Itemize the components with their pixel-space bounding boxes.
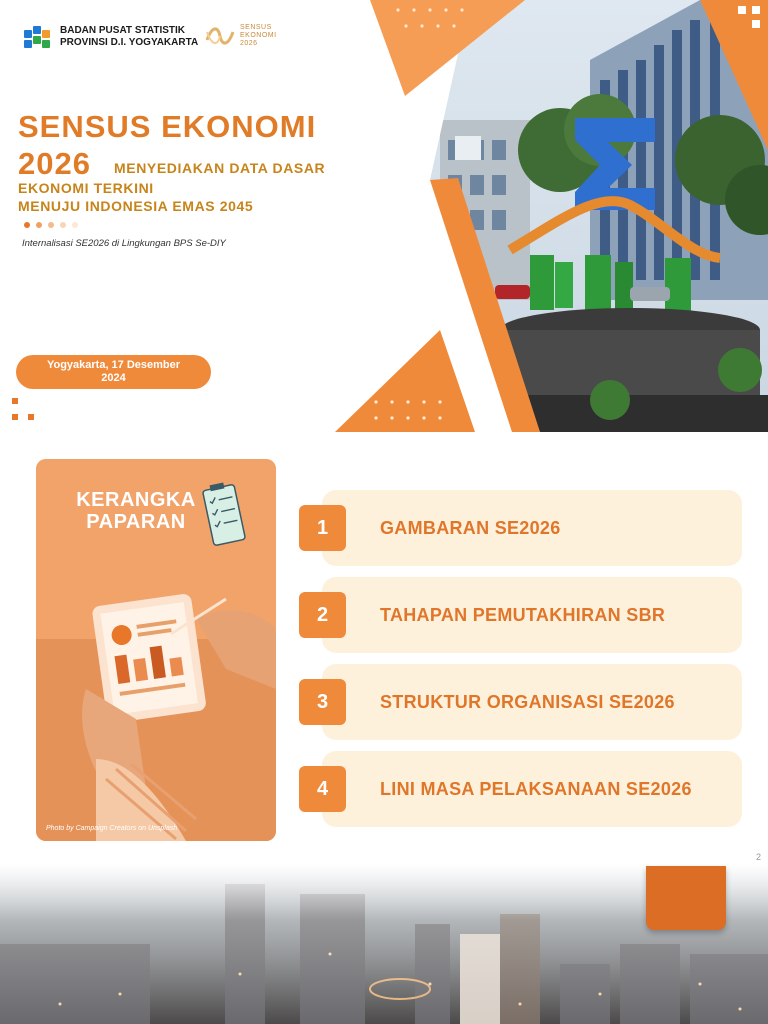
agenda-item-1[interactable] — [322, 490, 742, 566]
cover-subtitle-line1: MENYEDIAKAN DATA DASAR — [114, 160, 326, 176]
agenda-number-2: 2 — [299, 592, 346, 638]
agenda-item-label: STRUKTUR ORGANISASI SE2026 — [380, 692, 675, 712]
cover-slide — [0, 0, 768, 432]
bps-logo-icon — [20, 22, 54, 52]
agenda-number-4: 4 — [299, 766, 346, 812]
sensus-ekonomi-logo-icon — [204, 22, 236, 50]
cover-title: SENSUS EKONOMI — [18, 109, 317, 144]
decorative-square — [28, 414, 34, 420]
sensus-ekonomi-logo: SENSUS EKONOMI 2026 — [204, 22, 277, 50]
cover-title-year: 2026 — [18, 146, 91, 181]
agenda-item-2[interactable] — [322, 577, 742, 653]
cover-subtitle-line2: EKONOMI TERKINI — [18, 180, 154, 196]
building-logo-icon — [455, 136, 481, 160]
agenda-item-label: TAHAPAN PEMUTAKHIRAN SBR — [380, 605, 666, 625]
bps-logo — [20, 22, 198, 52]
agenda-image-card — [36, 459, 276, 841]
agenda-card-title: KERANGKA PAPARAN — [76, 489, 196, 533]
page-number: 2 — [756, 852, 762, 862]
date-badge: Yogyakarta, 17 Desember 2024 — [16, 355, 211, 389]
cover-subtitle-line3: MENUJU INDONESIA EMAS 2045 — [18, 198, 254, 214]
organization-name: BADAN PUSAT STATISTIK PROVINSI D.I. YOGYAKARTA — [60, 25, 199, 48]
photo-credit: Photo by Campaign Creators on Unsplash — [46, 825, 178, 832]
agenda-number-3: 3 — [299, 679, 346, 725]
decorative-square — [12, 398, 18, 404]
agenda-item-label: GAMBARAN SE2026 — [380, 518, 561, 538]
decorative-orange-tab — [646, 866, 726, 930]
decorative-square — [12, 414, 18, 420]
agenda-slide — [0, 432, 768, 1024]
agenda-item-4[interactable] — [322, 751, 742, 827]
agenda-item-3[interactable] — [322, 664, 742, 740]
cover-caption: Internalisasi SE2026 di Lingkungan BPS Se-DIY — [22, 238, 226, 249]
agenda-item-label: LINI MASA PELAKSANAAN SE2026 — [380, 779, 692, 799]
agenda-number-1: 1 — [299, 505, 346, 551]
decorative-dots — [24, 222, 78, 228]
